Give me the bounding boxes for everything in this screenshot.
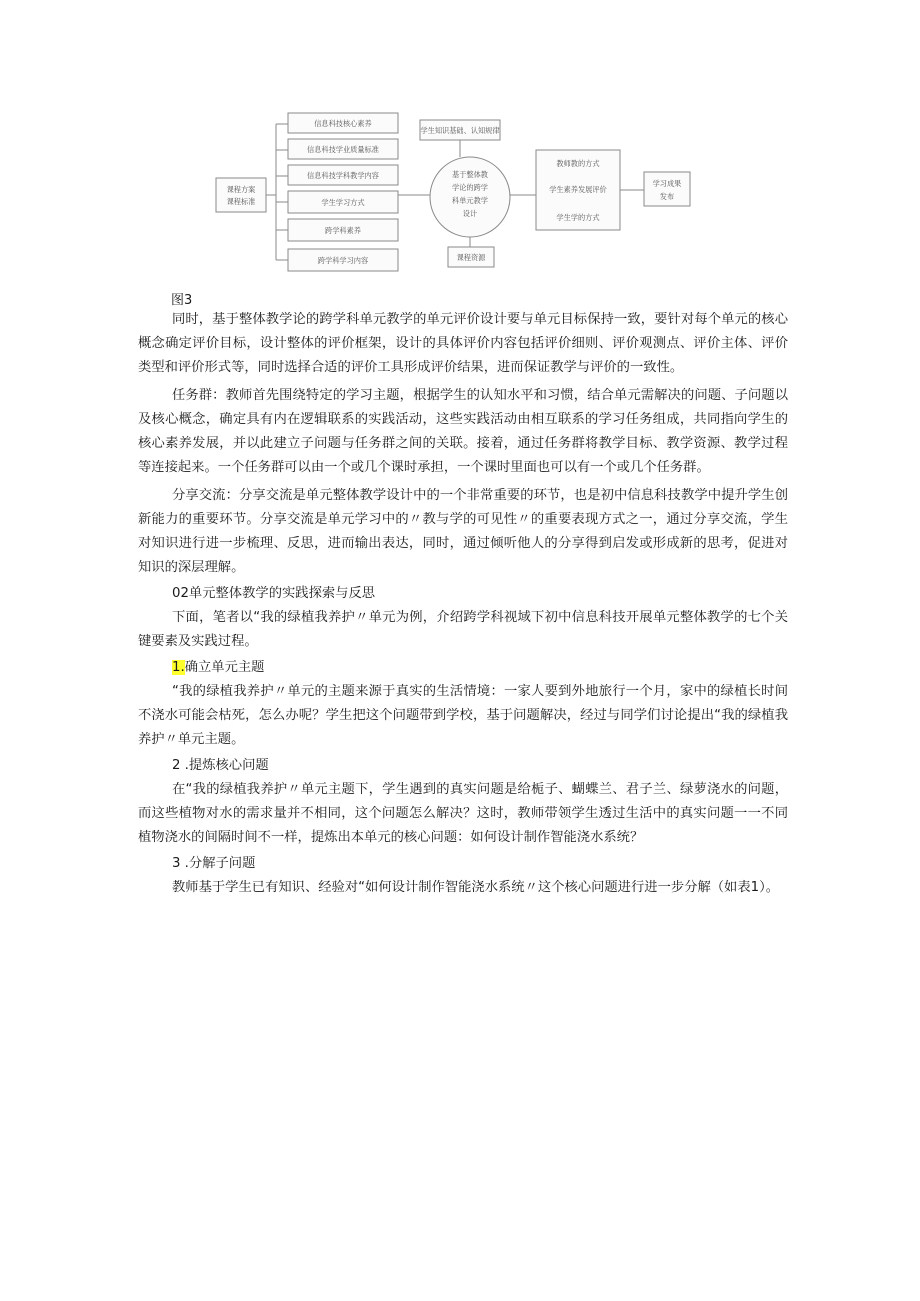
left-box-line-1: 课程方案 [226, 185, 256, 194]
mid-box-1-label: 信息科技核心素养 [314, 119, 372, 128]
far-right-line-2: 发布 [659, 192, 675, 201]
left-box [216, 178, 266, 212]
paragraph-task-group: 任务群：教师首先围绕特定的学习主题，根据学生的认知水平和习惯，结合单元需解决的问题、子问题以及核心概念，确定具有内在逻辑联系的实践活动，这些实践活动由相互联系的学习任务组成，共同指向学生的核心素养发展，并以此建立子问题与任务群之间的关联。接着，通过任务群将教学目标、教学资源、教学过程等连接起来。一个任务群可以由一个或几个课时承担，一个课时里面也可以有一个或几个任务群。 [138, 388, 788, 475]
heading-1-number: 1. [172, 660, 185, 675]
mid-box-4-label: 学生学习方式 [321, 198, 365, 207]
center-line-2: 学论的跨学 [452, 183, 488, 192]
paragraph-evaluation: 同时，基于整体教学论的跨学科单元教学的单元评价设计要与单元目标保持一致，要针对每个单元的核心概念确定评价目标，设计整体的评价框架，设计的具体评价内容包括评价细则、评价观测点、评价主体、评价类型和评价形式等，同时选择合适的评价工具形成评价结果，进而保证教学与评价的一致性。 [138, 312, 788, 375]
top-box-label: 学生知识基础、认知规律 [420, 126, 500, 135]
paragraph-sub-question: 教师基于学生已有知识、经验对“如何设计制作智能浇水系统〃这个核心问题进行进一步分解（如表1）。 [172, 880, 780, 895]
heading-3: 3 .分解子问题 [172, 856, 256, 871]
heading-1 [138, 656, 788, 680]
center-line-1: 基于整体教 [452, 170, 488, 179]
section-heading: 02单元整体教学的实践探索与反思 [172, 586, 376, 601]
body-text [138, 308, 788, 900]
right-item-2: 学生素养发展评价 [549, 185, 607, 194]
far-right-line-1: 学习成果 [652, 179, 682, 188]
paragraph-intro: 下面，笔者以“我的绿植我养护〃单元为例，介绍跨学科视域下初中信息科技开展单元整体教学的七个关键要素及实践过程。 [138, 610, 788, 649]
mid-box-3-label: 信息科技学科教学内容 [307, 171, 379, 180]
center-line-3: 科单元教学 [452, 196, 488, 205]
mid-box-5-label: 跨学科素养 [325, 226, 361, 235]
paragraph-core-question: 在“我的绿植我养护〃单元主题下，学生遇到的真实问题是给栀子、蝴蝶兰、君子兰、绿萝浇水的问题，而这些植物对水的需求量并不相同，这个问题怎么解决？这时，教师带领学生透过生活中的真实问题一一不同植物浇水的间隔时间不一样，提炼出本单元的核心问题：如何设计制作智能浇水系统？ [138, 782, 788, 845]
heading-2: 2 .提炼核心问题 [172, 758, 269, 773]
heading-1-text: 确立单元主题 [184, 660, 265, 675]
left-box-line-2: 课程标准 [226, 197, 256, 206]
mid-box-2-label: 信息科技学业质量标准 [307, 145, 379, 154]
center-line-4: 设计 [462, 209, 478, 218]
figure-3-diagram [212, 110, 708, 276]
mid-box-6-label: 跨学科学习内容 [317, 256, 369, 265]
paragraph-sharing: 分享交流：分享交流是单元整体教学设计中的一个非常重要的环节，也是初中信息科技教学中提升学生创新能力的重要环节。分享交流是单元学习中的〃教与学的可见性〃的重要表现方式之一，通过分享交流，学生对知识进行进一步梳理、反思，进而输出表达，同时，通过倾听他人的分享得到启发或形成新的思考，促进对知识的深层理解。 [138, 488, 788, 575]
bottom-box-label: 课程资源 [456, 253, 486, 262]
right-item-3: 学生学的方式 [556, 213, 600, 222]
paragraph-theme: “我的绿植我养护〃单元的主题来源于真实的生活情境：一家人要到外地旅行一个月，家中的绿植长时间不浇水可能会枯死，怎么办呢？学生把这个问题带到学校，基于问题解决，经过与同学们讨论提出“我的绿植我养护〃单元主题。 [138, 684, 788, 747]
right-item-1: 教师教的方式 [556, 159, 600, 168]
figure-caption: 图3 [171, 293, 193, 308]
